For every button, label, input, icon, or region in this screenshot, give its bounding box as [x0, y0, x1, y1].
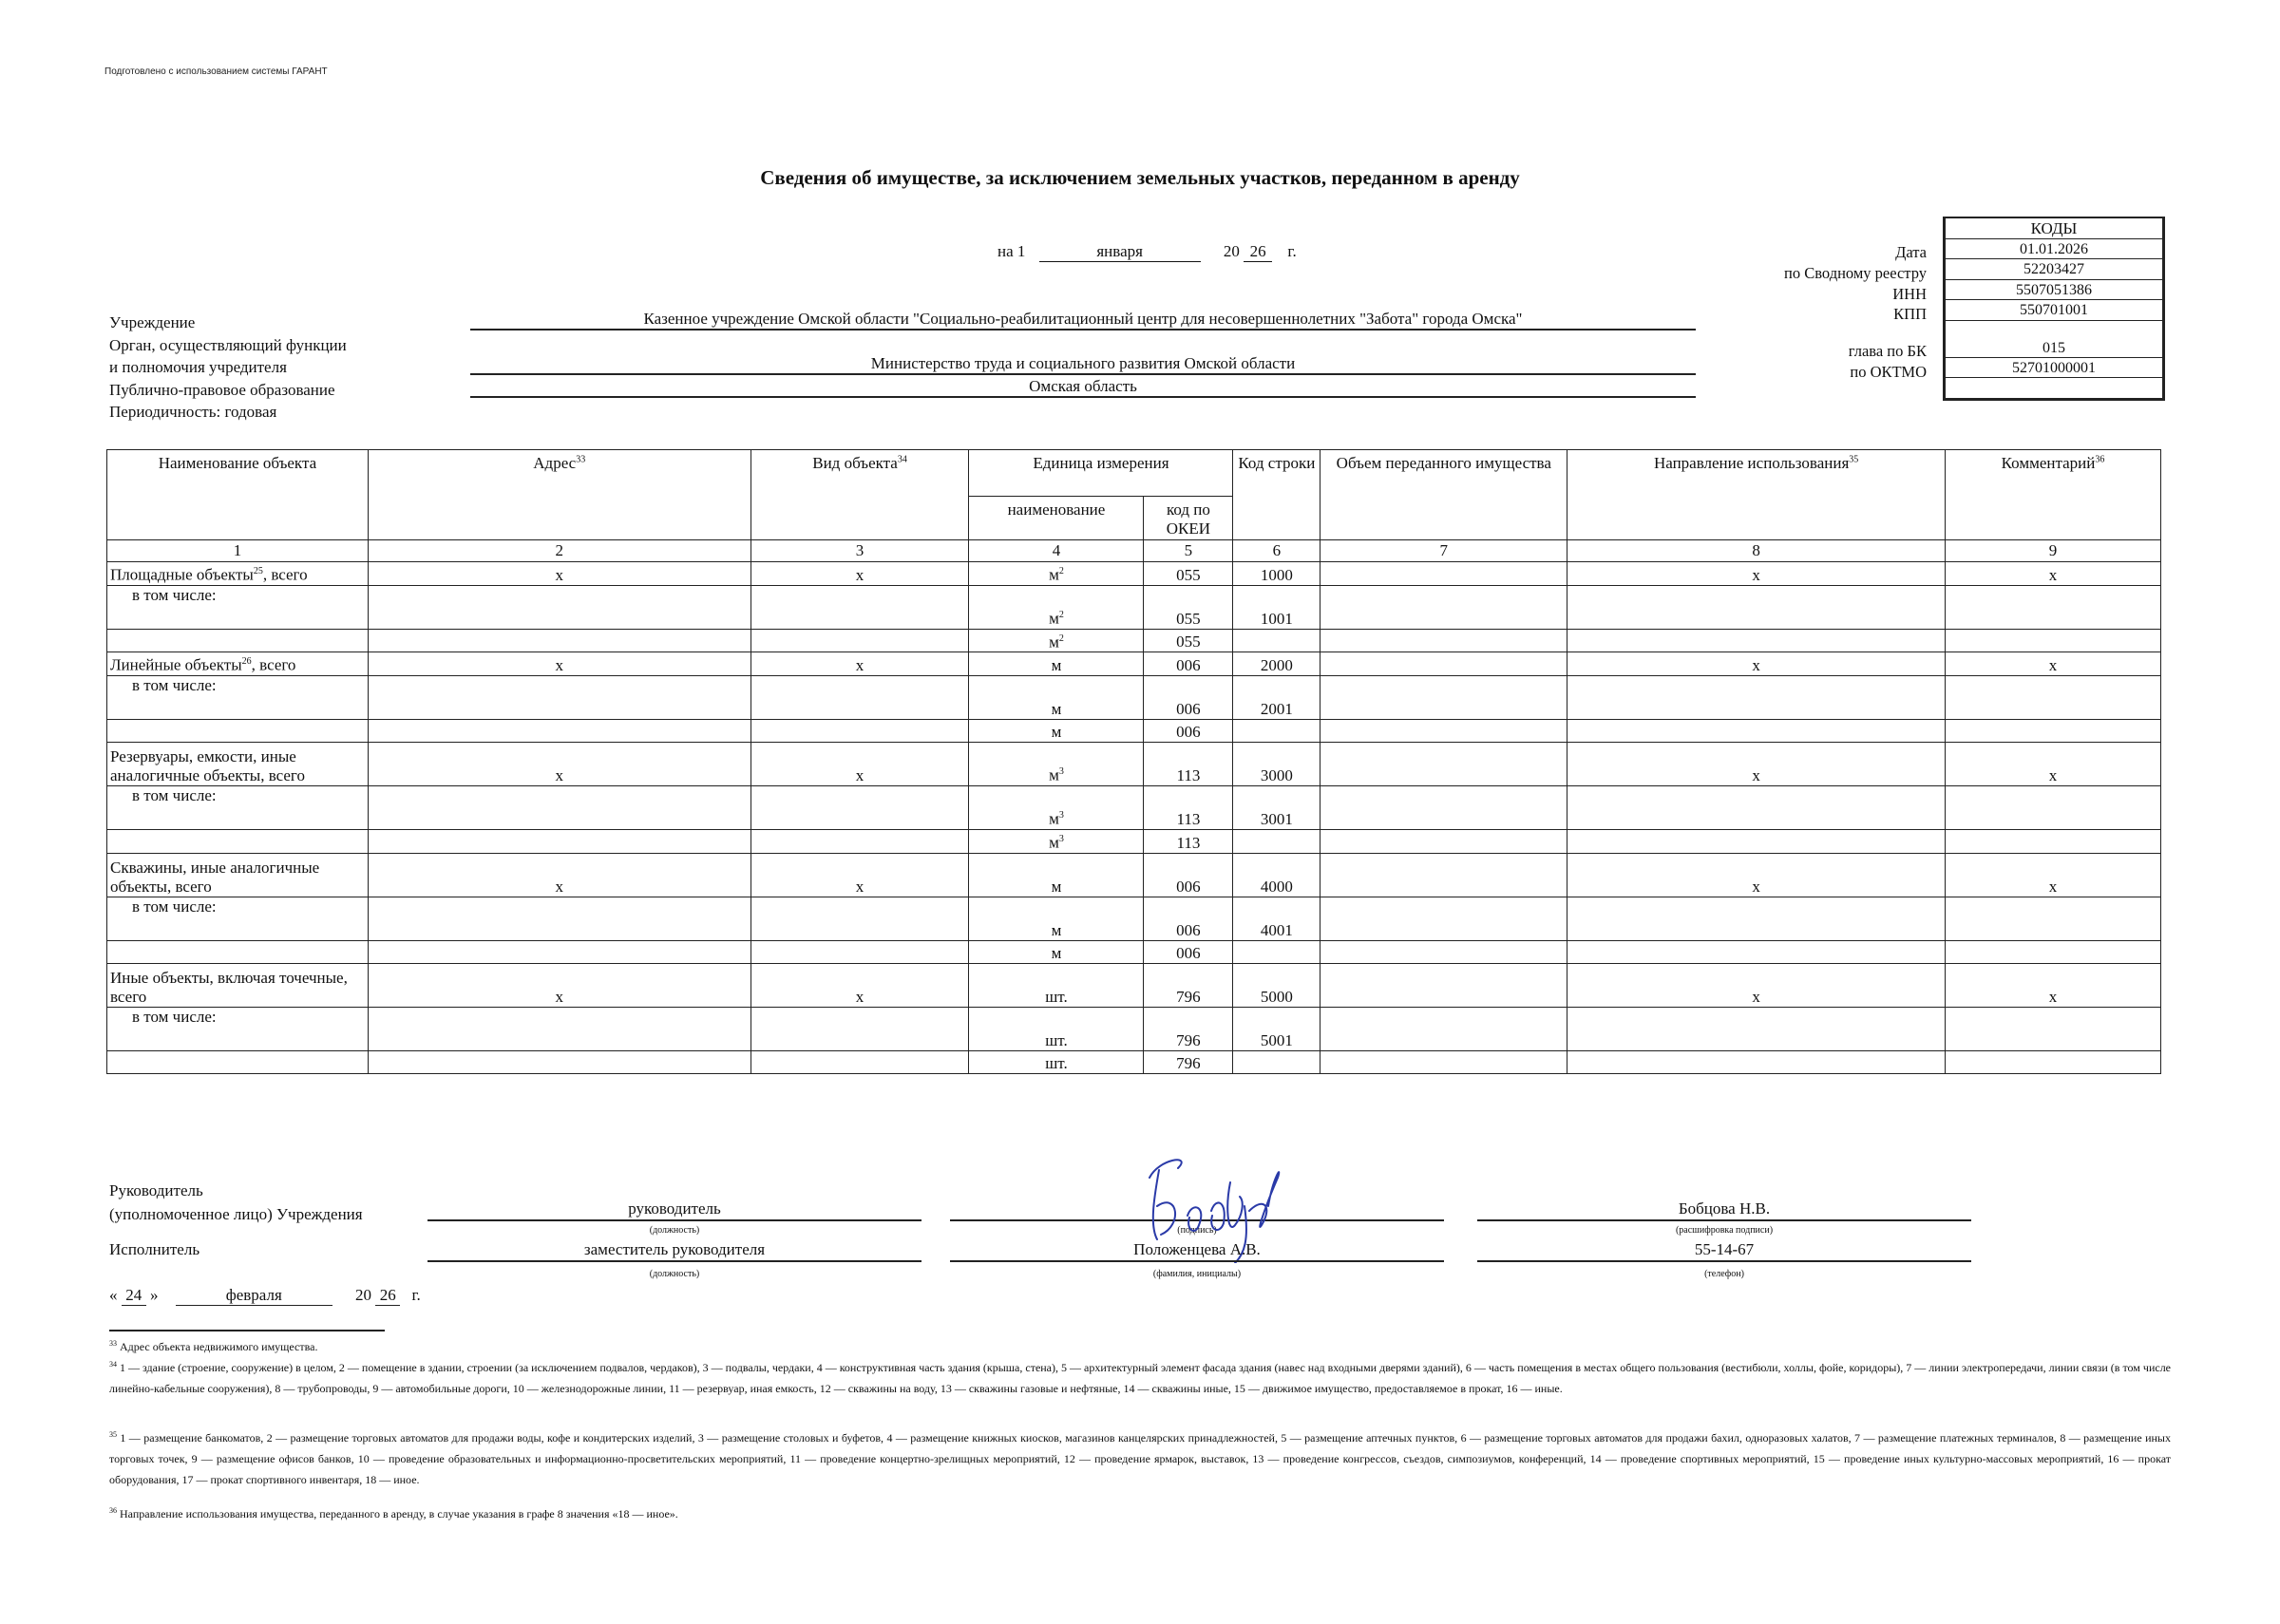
label-public-entity: Публично-правовое образование: [109, 380, 335, 399]
executor-phone: 55-14-67: [1694, 1240, 1755, 1258]
cell-row-code: [1233, 629, 1320, 652]
cell-okei: 113: [1144, 742, 1233, 785]
col-num: 9: [1946, 540, 2161, 562]
cell-direction: [1568, 585, 1946, 629]
cell-object-name: [107, 719, 369, 742]
codes-box: [1943, 217, 2165, 401]
table-row-total: [107, 742, 2161, 785]
cell-address: [368, 940, 750, 963]
cell-address: [368, 1050, 750, 1073]
cell-okei: 796: [1144, 1050, 1233, 1073]
table-row-sub: [107, 897, 2161, 940]
cell-volume: [1320, 1007, 1568, 1050]
cell-okei: 113: [1144, 785, 1233, 829]
cell-object-name: Линейные объекты$^{26}$, всего: [107, 652, 369, 676]
label-founder-2: и полномочия учредителя: [109, 358, 287, 376]
cell-kind: x: [750, 652, 969, 676]
table-row-sub: [107, 785, 2161, 829]
col-num: 7: [1320, 540, 1568, 562]
cell-okei: 796: [1144, 1007, 1233, 1050]
cell-volume: [1320, 897, 1568, 940]
table-row-total: [107, 963, 2161, 1007]
cell-comment: [1946, 940, 2161, 963]
cell-object-name: [107, 1050, 369, 1073]
cell-object-name: в том числе:: [107, 675, 369, 719]
cell-row-code: 2001: [1233, 675, 1320, 719]
executor-label: Исполнитель: [109, 1240, 200, 1258]
cell-okei: 006: [1144, 897, 1233, 940]
founder-value: Министерство труда и социального развития Омской области: [470, 354, 1696, 375]
cell-row-code: [1233, 1050, 1320, 1073]
cell-volume: [1320, 853, 1568, 897]
date-year-prefix: 20: [1223, 242, 1240, 260]
cell-address: [368, 675, 750, 719]
executor-name: Положенцева А.В.: [1133, 1240, 1261, 1258]
cell-row-code: [1233, 719, 1320, 742]
sign-year: 26: [375, 1286, 400, 1306]
th-unit-name: наименование: [969, 497, 1144, 540]
cell-volume: [1320, 963, 1568, 1007]
cell-address: [368, 785, 750, 829]
cell-address: [368, 1007, 750, 1050]
col-num: 1: [107, 540, 369, 562]
cell-volume: [1320, 675, 1568, 719]
cell-okei: 006: [1144, 652, 1233, 676]
head-label: [109, 1179, 363, 1226]
cell-volume: [1320, 652, 1568, 676]
cell-direction: [1568, 629, 1946, 652]
sign-month: февраля: [176, 1286, 332, 1306]
cell-unit-name: $м^2$: [969, 585, 1144, 629]
code-registry: 52203427: [1946, 259, 2162, 280]
code-inn: 5507051386: [1946, 280, 2162, 301]
cell-address: [368, 897, 750, 940]
cell-object-name: [107, 629, 369, 652]
cell-comment: [1946, 785, 2161, 829]
cell-address: [368, 829, 750, 853]
cell-direction: [1568, 719, 1946, 742]
cell-comment: x: [1946, 963, 2161, 1007]
cell-okei: 113: [1144, 829, 1233, 853]
cell-direction: x: [1568, 963, 1946, 1007]
cell-volume: [1320, 829, 1568, 853]
cell-kind: [750, 1007, 969, 1050]
cell-address: x: [368, 742, 750, 785]
table-row-empty: [107, 1050, 2161, 1073]
cell-kind: [750, 675, 969, 719]
cell-unit-name: шт.: [969, 1007, 1144, 1050]
date-prefix: на 1: [998, 242, 1026, 260]
th-volume: Объем переданного имущества: [1320, 450, 1568, 540]
th-row-code: Код строки: [1233, 450, 1320, 540]
cell-comment: [1946, 719, 2161, 742]
col-num: 2: [368, 540, 750, 562]
cell-okei: 006: [1144, 940, 1233, 963]
cell-comment: [1946, 897, 2161, 940]
table-row-total: [107, 652, 2161, 676]
cell-direction: x: [1568, 853, 1946, 897]
cell-kind: [750, 1050, 969, 1073]
cell-unit-name: м: [969, 675, 1144, 719]
code-empty: [1946, 378, 2162, 398]
cell-comment: [1946, 629, 2161, 652]
footnote-33: $^{33}$ Адрес объекта недвижимого имущества.: [109, 1339, 318, 1353]
cell-comment: x: [1946, 853, 2161, 897]
cell-kind: [750, 719, 969, 742]
cell-volume: [1320, 1050, 1568, 1073]
th-direction: Направление использования$^{35}$: [1568, 450, 1946, 540]
cell-row-code: 5000: [1233, 963, 1320, 1007]
cell-row-code: 1001: [1233, 585, 1320, 629]
cell-row-code: 5001: [1233, 1007, 1320, 1050]
cell-address: [368, 585, 750, 629]
cell-volume: [1320, 629, 1568, 652]
table-row-empty: [107, 629, 2161, 652]
cell-row-code: 4000: [1233, 853, 1320, 897]
cell-kind: [750, 940, 969, 963]
label-periodicity: Периодичность: годовая: [109, 403, 277, 421]
cell-volume: [1320, 785, 1568, 829]
footnote-divider: [109, 1330, 385, 1331]
column-numbers-row: [107, 540, 2161, 562]
cell-kind: x: [750, 963, 969, 1007]
cell-direction: x: [1568, 652, 1946, 676]
cell-unit-name: м: [969, 719, 1144, 742]
date-month: января: [1039, 242, 1201, 262]
header-labels: [109, 312, 347, 424]
cell-kind: [750, 629, 969, 652]
cell-object-name: Площадные объекты$^{25}$, всего: [107, 562, 369, 586]
cell-address: x: [368, 562, 750, 586]
sign-date: « 24 » февраля 20 26 г.: [109, 1286, 421, 1304]
cell-kind: [750, 585, 969, 629]
col-num: 5: [1144, 540, 1233, 562]
cell-object-name: Резервуары, емкости, иные аналогичные объекты, всего: [107, 742, 369, 785]
cell-row-code: 2000: [1233, 652, 1320, 676]
cell-unit-name: $м^3$: [969, 785, 1144, 829]
cell-address: x: [368, 853, 750, 897]
col-num: 6: [1233, 540, 1320, 562]
footnote-35: $^{35}$ 1 — размещение банкоматов, 2 — размещение торговых автоматов для продажи воды, кофе и кондитерских изделий, 3 — размещение столовых и буфетов, 4 — размещение книжных киосков, магазинов канцелярских принадлежностей, 5 — размещение аптечных пунктов, 6 — размещение торговых автоматов для продажи бахил, одноразовых халатов, 7 — размещение платежных терминалов, 8 — размещение иных торговых точек, 9 — размещение офисов банков, 10 — проведение образовательных и информационно-просветительских мероприятий, 11 — проведение концертно-зрелищных мероприятий, 12 — проведение ярмарок, выставок, 13 — проведение конгрессов, съездов, симпозиумов, конференций, 14 — проведение спортивных мероприятий, 15 — проведение иных культурно-массовых мероприятий, 16 — прокат оборудования, 17 — прокат спортивного инвентаря, 18 — иное.: [109, 1430, 2171, 1486]
cell-unit-name: м: [969, 853, 1144, 897]
caption-position: (должность): [649, 1225, 700, 1236]
footnote-34: $^{34}$ 1 — здание (строение, сооружение) в целом, 2 — помещение в здании, строении (за исключением подвалов, чердаков), 3 — подвалы, чердаки, 4 — конструктивная часть здания (крыша, стена), 5 — архитектурный элемент фасада здания (навес над входными дверями зданий), 6 — часть помещения в местах общего пользования (вестибюли, холлы, фойе, коридоры), 7 — линии электропередачи, линии связи (в том числе линейно-кабельные сооружения), 8 — трубопроводы, 9 — автомобильные дороги, 10 — железнодорожные линии, 11 — резервуар, иная емкость, 12 — скважины на воду, 13 — скважины газовые и нефтяные, 14 — скважины иные, 15 — движимое имущество, предоставляемое в прокат, 16 — иные.: [109, 1360, 2172, 1395]
code-label-inn: ИНН: [1892, 284, 1927, 303]
th-unit: Единица измерения: [969, 450, 1233, 497]
cell-volume: [1320, 562, 1568, 586]
code-labels: [1615, 242, 1927, 383]
cell-direction: [1568, 829, 1946, 853]
code-kpp: 550701001: [1946, 300, 2162, 321]
code-oktmo: 52701000001: [1946, 358, 2162, 379]
page-title: Сведения об имуществе, за исключением земельных участков, переданном в аренду: [760, 166, 1520, 189]
cell-row-code: 1000: [1233, 562, 1320, 586]
cell-address: [368, 629, 750, 652]
cell-direction: [1568, 1050, 1946, 1073]
code-label-registry: по Сводному реестру: [1784, 263, 1927, 282]
col-num: 8: [1568, 540, 1946, 562]
table-row-empty: [107, 719, 2161, 742]
table-row-sub: [107, 675, 2161, 719]
code-label-kpp: КПП: [1893, 305, 1927, 324]
label-institution: Учреждение: [109, 313, 196, 331]
property-table: [106, 449, 2161, 1074]
caption-position-2: (должность): [649, 1269, 700, 1279]
cell-row-code: [1233, 829, 1320, 853]
cell-kind: [750, 785, 969, 829]
sign-day: 24: [122, 1286, 146, 1306]
cell-direction: [1568, 675, 1946, 719]
cell-unit-name: $м^3$: [969, 742, 1144, 785]
label-founder-1: Орган, осуществляющий функции: [109, 335, 347, 354]
cell-object-name: Иные объекты, включая точечные, всего: [107, 963, 369, 1007]
cell-comment: x: [1946, 742, 2161, 785]
cell-unit-name: $м^2$: [969, 562, 1144, 586]
col-num: 3: [750, 540, 969, 562]
cell-kind: x: [750, 562, 969, 586]
cell-object-name: [107, 829, 369, 853]
head-name: Бобцова Н.В.: [1678, 1199, 1771, 1218]
cell-direction: [1568, 1007, 1946, 1050]
cell-object-name: в том числе:: [107, 897, 369, 940]
cell-unit-name: м: [969, 940, 1144, 963]
codes-title: КОДЫ: [1946, 218, 2162, 239]
cell-unit-name: шт.: [969, 1050, 1144, 1073]
head-label-1: Руководитель: [109, 1181, 203, 1199]
cell-direction: x: [1568, 742, 1946, 785]
cell-unit-name: м: [969, 652, 1144, 676]
cell-okei: 055: [1144, 562, 1233, 586]
code-bk: 015: [1946, 321, 2162, 358]
cell-object-name: в том числе:: [107, 785, 369, 829]
table-row-sub: [107, 585, 2161, 629]
th-comment: Комментарий$^{36}$: [1946, 450, 2161, 540]
cell-unit-name: $м^3$: [969, 829, 1144, 853]
head-label-2: (уполномоченное лицо) Учреждения: [109, 1205, 363, 1223]
cell-volume: [1320, 719, 1568, 742]
cell-unit-name: шт.: [969, 963, 1144, 1007]
cell-comment: [1946, 675, 2161, 719]
caption-phone: (телефон): [1704, 1269, 1744, 1279]
cell-volume: [1320, 585, 1568, 629]
table-row-total: [107, 562, 2161, 586]
cell-volume: [1320, 742, 1568, 785]
table-row-total: [107, 853, 2161, 897]
date-year: 26: [1244, 242, 1272, 262]
cell-direction: [1568, 897, 1946, 940]
code-date: 01.01.2026: [1946, 239, 2162, 260]
public-entity-value: Омская область: [470, 377, 1696, 398]
th-address: Адрес$^{33}$: [368, 450, 750, 540]
cell-direction: x: [1568, 562, 1946, 586]
cell-kind: x: [750, 742, 969, 785]
cell-row-code: 3001: [1233, 785, 1320, 829]
cell-okei: 006: [1144, 853, 1233, 897]
cell-kind: [750, 829, 969, 853]
cell-okei: 006: [1144, 675, 1233, 719]
date-suffix: г.: [1287, 242, 1297, 260]
th-kind: Вид объекта$^{34}$: [750, 450, 969, 540]
cell-comment: x: [1946, 652, 2161, 676]
table-row-empty: [107, 829, 2161, 853]
cell-okei: 006: [1144, 719, 1233, 742]
cell-row-code: 3000: [1233, 742, 1320, 785]
cell-comment: [1946, 829, 2161, 853]
cell-volume: [1320, 940, 1568, 963]
head-position: руководитель: [628, 1199, 721, 1218]
caption-signature: (подпись): [1177, 1225, 1217, 1236]
cell-okei: 055: [1144, 585, 1233, 629]
cell-okei: 055: [1144, 629, 1233, 652]
caption-fio: (фамилия, инициалы): [1152, 1269, 1242, 1279]
th-name: Наименование объекта: [107, 450, 369, 540]
cell-address: [368, 719, 750, 742]
report-date: [998, 242, 1297, 262]
garant-note: Подготовлено с использованием системы ГАРАНТ: [104, 66, 328, 77]
th-unit-code: код по ОКЕИ: [1144, 497, 1233, 540]
cell-okei: 796: [1144, 963, 1233, 1007]
cell-row-code: [1233, 940, 1320, 963]
cell-row-code: 4001: [1233, 897, 1320, 940]
code-label-bk: глава по БК: [1848, 342, 1927, 361]
cell-address: x: [368, 963, 750, 1007]
col-num: 4: [969, 540, 1144, 562]
table-row-sub: [107, 1007, 2161, 1050]
cell-object-name: [107, 940, 369, 963]
cell-direction: [1568, 940, 1946, 963]
cell-kind: [750, 897, 969, 940]
cell-object-name: в том числе:: [107, 1007, 369, 1050]
code-label-date: Дата: [1895, 243, 1927, 261]
cell-comment: x: [1946, 562, 2161, 586]
cell-direction: [1568, 785, 1946, 829]
code-label-oktmo: по ОКТМО: [1850, 362, 1927, 381]
executor-position: заместитель руководителя: [583, 1240, 766, 1258]
cell-kind: x: [750, 853, 969, 897]
cell-address: x: [368, 652, 750, 676]
cell-object-name: в том числе:: [107, 585, 369, 629]
footnote-36: $^{36}$ Направление использования имущества, переданного в аренду, в случае указания в графе 8 значения «18 — иное».: [109, 1506, 678, 1520]
cell-comment: [1946, 585, 2161, 629]
institution-value: Казенное учреждение Омской области "Социально-реабилитационный центр для несовершеннолетних "Забота" города Омска": [470, 310, 1696, 330]
cell-object-name: Скважины, иные аналогичные объекты, всего: [107, 853, 369, 897]
cell-unit-name: $м^2$: [969, 629, 1144, 652]
cell-comment: [1946, 1050, 2161, 1073]
cell-unit-name: м: [969, 897, 1144, 940]
table-row-empty: [107, 940, 2161, 963]
caption-decode: (расшифровка подписи): [1675, 1225, 1774, 1236]
cell-comment: [1946, 1007, 2161, 1050]
